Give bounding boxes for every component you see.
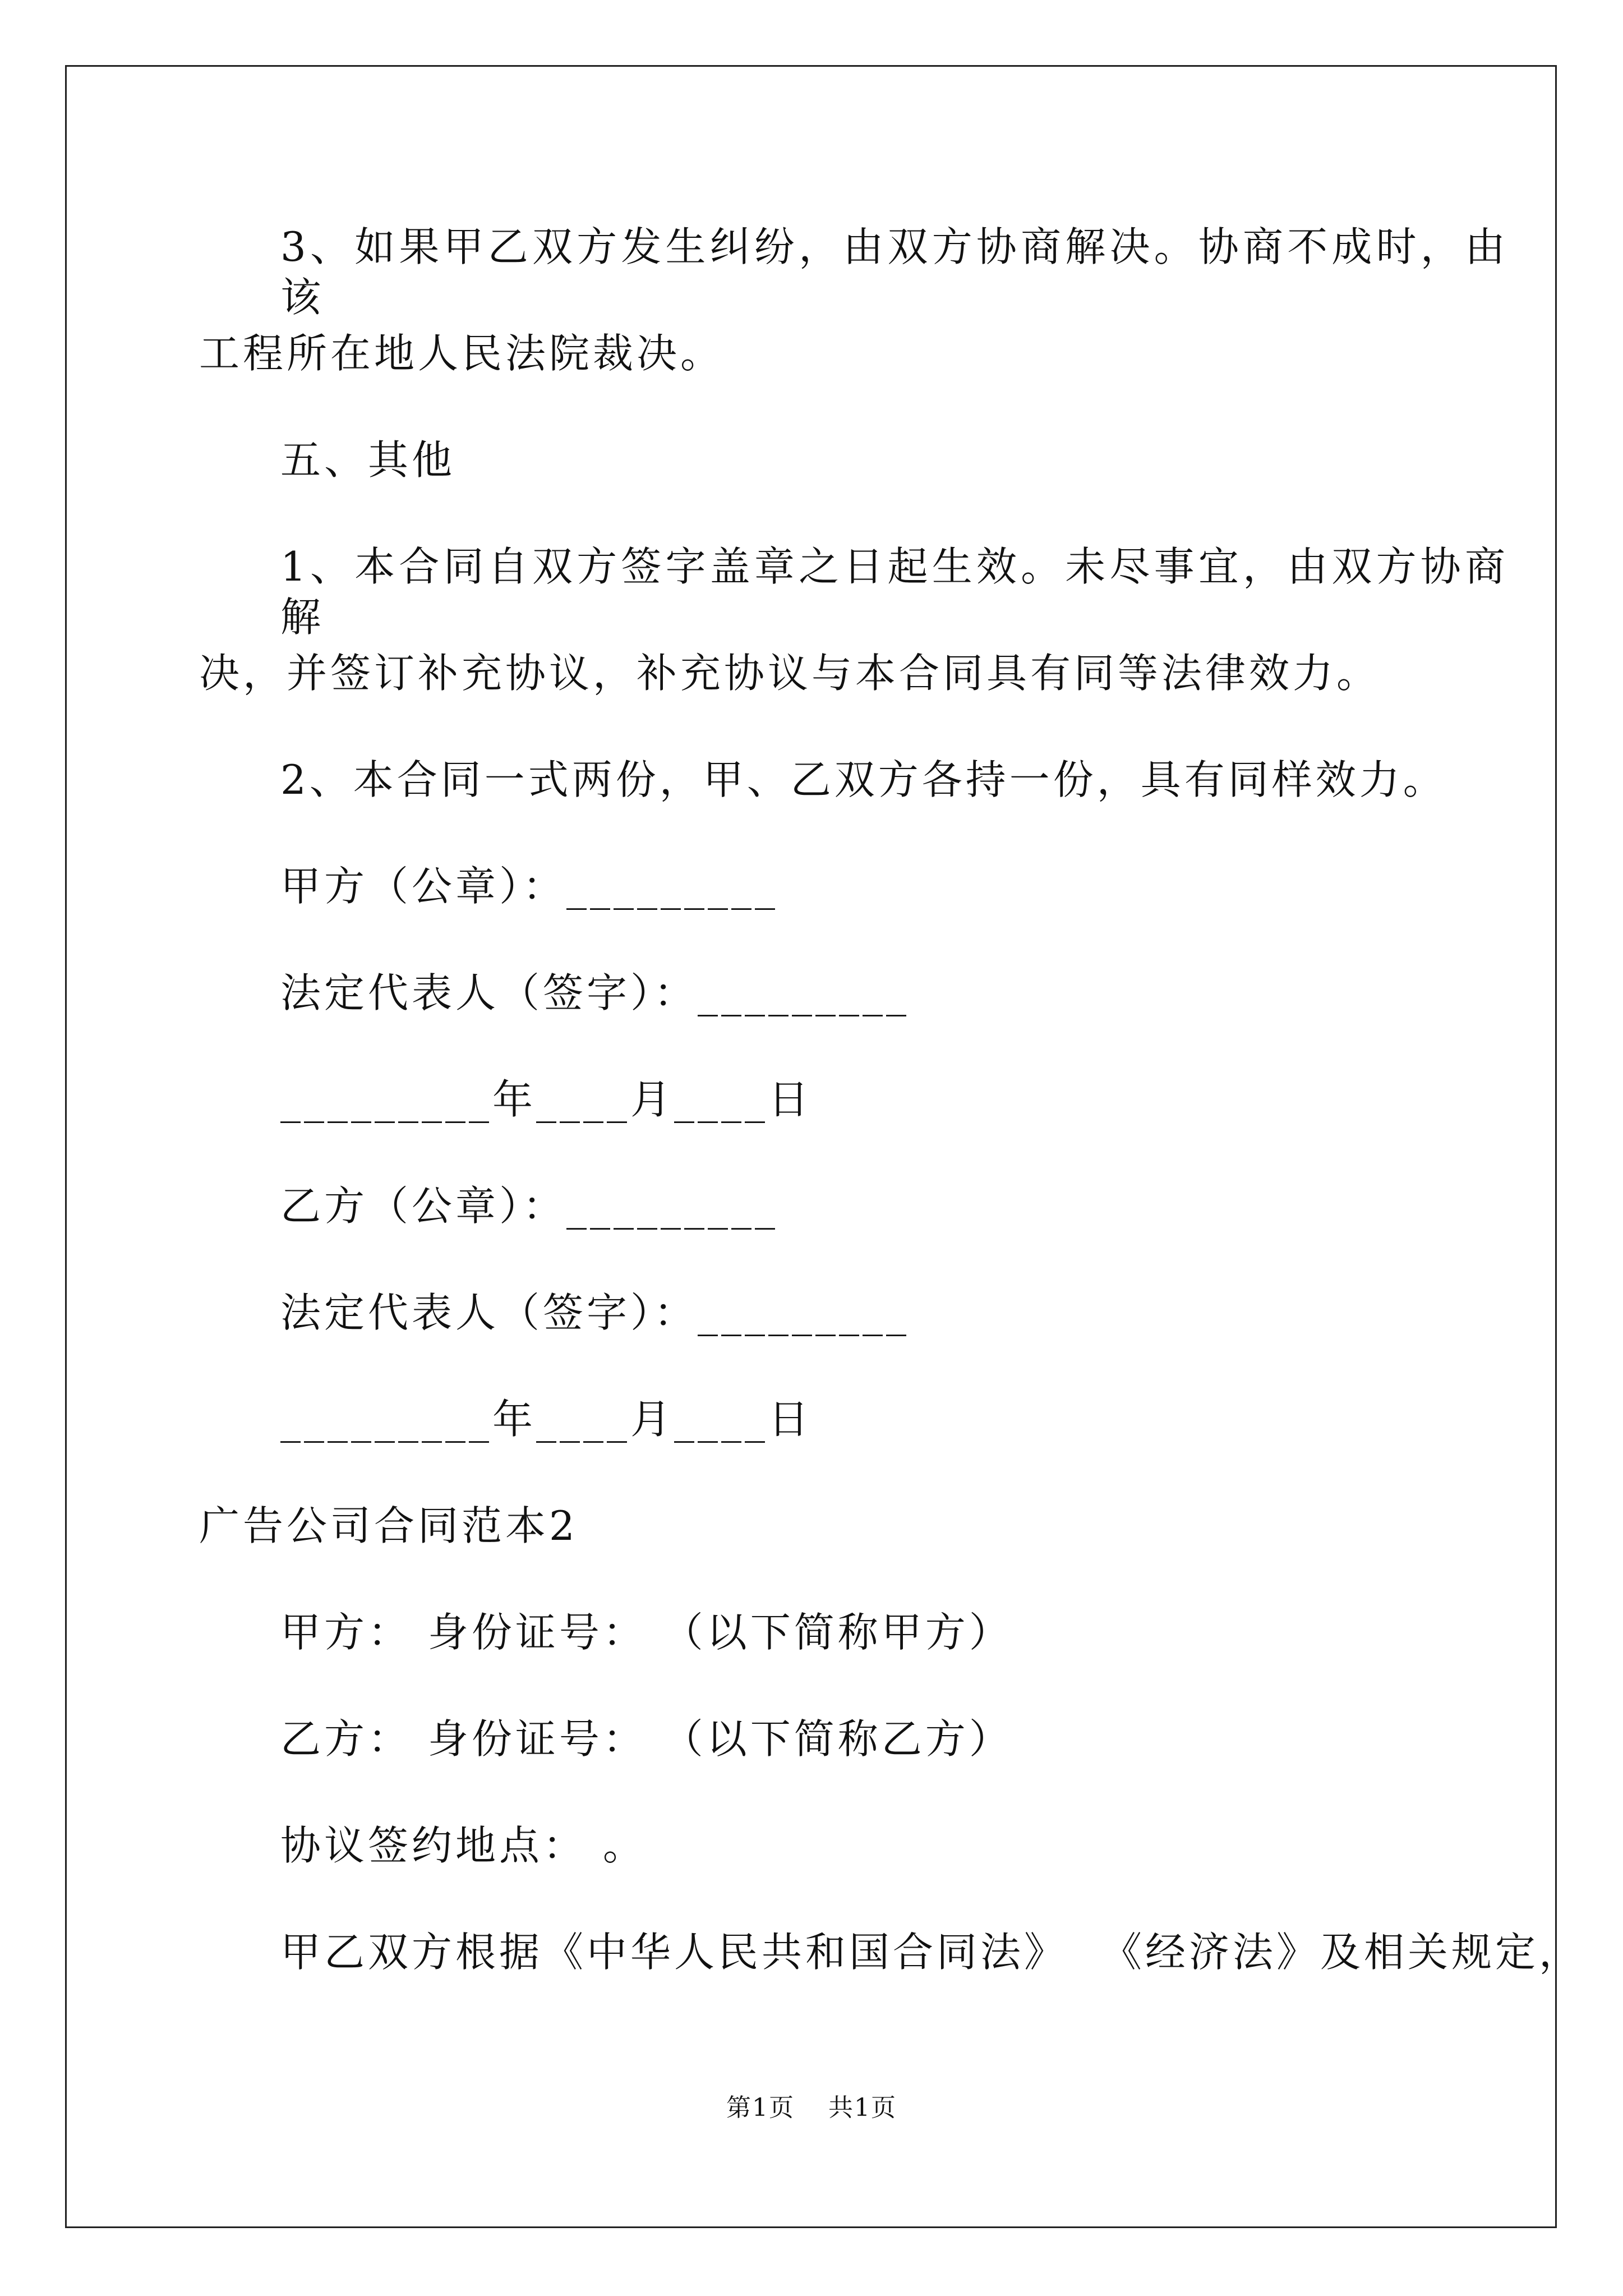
- paragraph-line: 工程所在地人民法院裁决。: [199, 330, 725, 377]
- party-b-id-line: 乙方： 身份证号： （以下简称乙方）: [280, 1715, 1013, 1763]
- paragraph-line: 1、本合同自双方签字盖章之日起生效。未尽事宜，由双方协商解: [280, 543, 1509, 641]
- party-a-representative-line: 法定代表人（签字）：_________: [280, 969, 910, 1016]
- paragraph-line: 3、如果甲乙双方发生纠纷，由双方协商解决。协商不成时，由该: [280, 223, 1509, 321]
- party-b-representative-line: 法定代表人（签字）：_________: [280, 1289, 910, 1336]
- paragraph-line-part: 《经济法》及相关规定，: [1101, 1929, 1583, 1976]
- party-b-seal-line: 乙方（公章）：_________: [280, 1182, 779, 1230]
- section-heading: 五、其他: [280, 436, 456, 484]
- page-total: 共1页: [828, 2093, 897, 2122]
- paragraph-line: [280, 1927, 1583, 1977]
- paragraph-line: 2、本合同一式两份，甲、乙双方各持一份，具有同样效力。: [280, 756, 1447, 803]
- page-number: 第1页: [726, 2093, 795, 2122]
- page-footer: [0, 2092, 1623, 2124]
- party-a-seal-line: 甲方（公章）：_________: [280, 863, 779, 910]
- party-a-date-line: _________年____月____日: [280, 1076, 812, 1123]
- page-border: [65, 65, 1557, 2228]
- party-b-date-line: _________年____月____日: [280, 1396, 812, 1443]
- party-a-id-line: 甲方： 身份证号： （以下简称甲方）: [280, 1609, 1013, 1656]
- paragraph-line: 决，并签订补充协议，补充协议与本合同具有同等法律效力。: [199, 650, 1381, 697]
- paragraph-line-part: 甲乙双方根据《中华人民共和国合同法》: [280, 1929, 1068, 1976]
- contract-title: 广告公司合同范本2: [199, 1502, 578, 1549]
- signing-location-line: 协议签约地点： 。: [280, 1822, 647, 1869]
